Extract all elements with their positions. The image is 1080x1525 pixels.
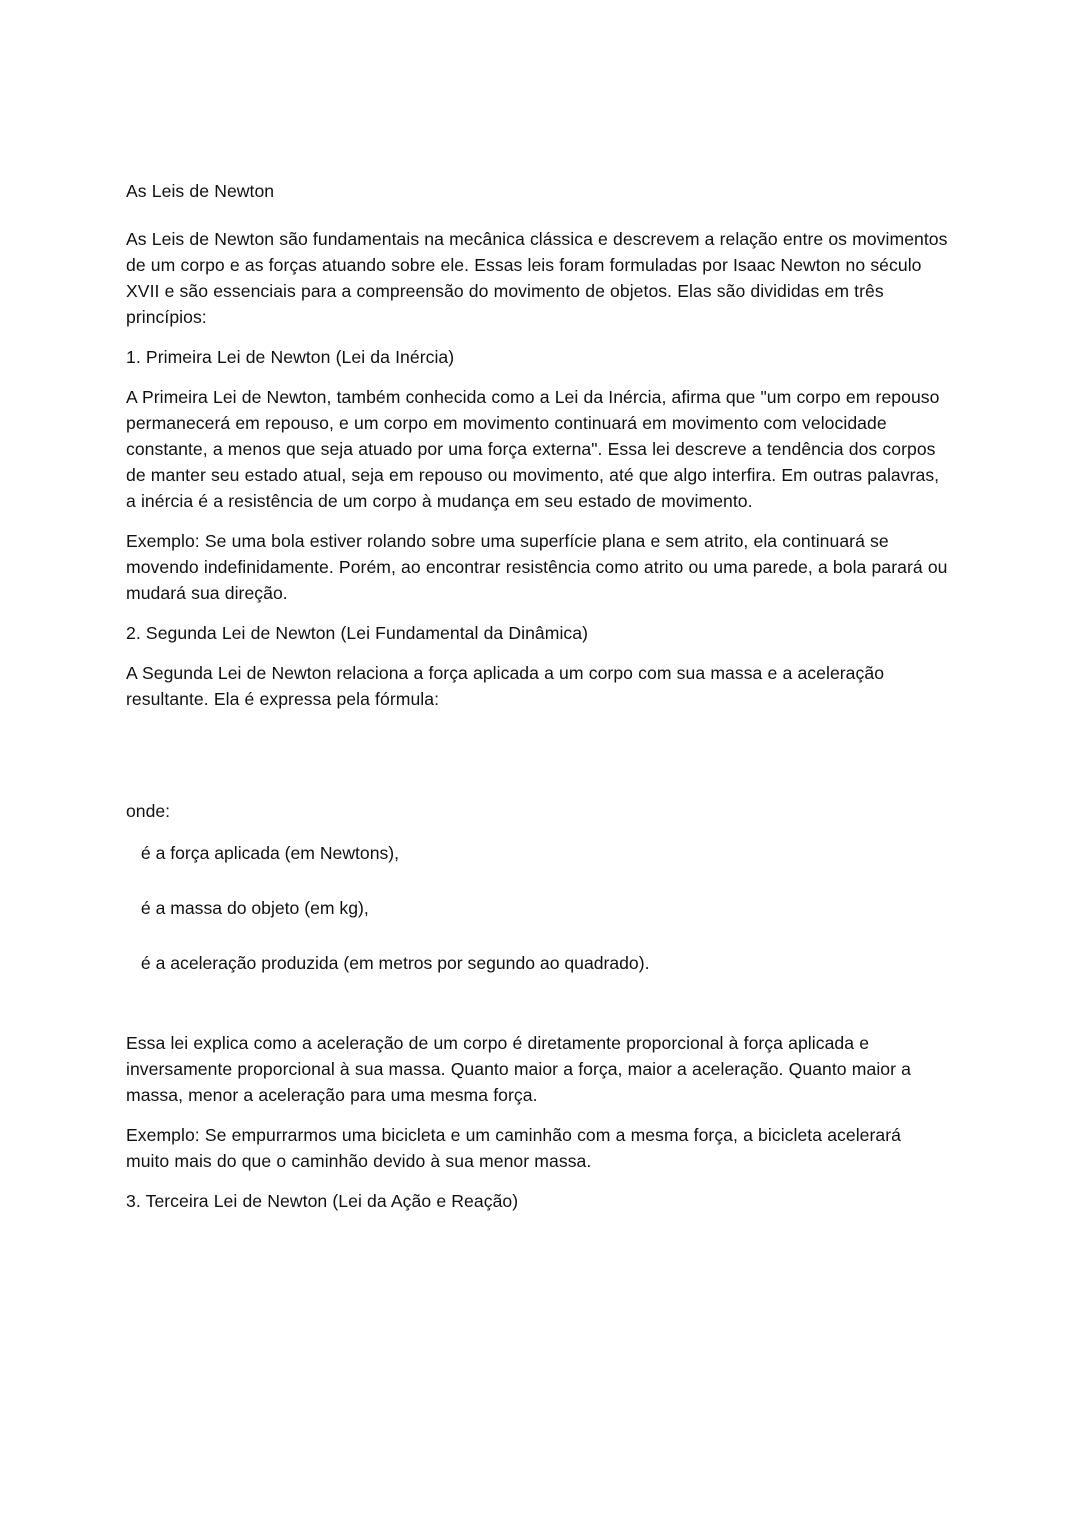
list-item: é a aceleração produzida (em metros por segundo ao quadrado). <box>136 953 650 973</box>
list-item: é a massa do objeto (em kg), <box>136 898 369 918</box>
second-law-explanation-paragraph: Essa lei explica como a aceleração de um corpo é diretamente proporcional à força aplicada e inversamente proporcional à sua massa. Quanto maior a força, maior a aceleração. Quanto maior a massa, menor a aceleração para uma mesma força. <box>126 1033 911 1105</box>
second-law-body-paragraph: A Segunda Lei de Newton relaciona a força aplicada a um corpo com sua massa e a aceleração resultante. Ela é expressa pela fórmula: <box>126 663 885 709</box>
spacer <box>126 1010 948 1030</box>
second-law-example-paragraph: Exemplo: Se empurrarmos uma bicicleta e um caminhão com a mesma força, a bicicleta acelerará muito mais do que o caminhão devido à sua menor massa. <box>126 1125 901 1171</box>
document-body <box>126 178 948 1228</box>
heading-second-law: 2. Segunda Lei de Newton (Lei Fundamental da Dinâmica) <box>126 623 589 643</box>
first-law-example-paragraph: Exemplo: Se uma bola estiver rolando sobre uma superfície plana e sem atrito, ela continuará se movendo indefinidamente. Porém, ao encontrar resistência como atrito ou uma parede, a bola parará ou mudará sua direção. <box>126 531 948 603</box>
list-item: é a força aplicada (em Newtons), <box>136 843 400 863</box>
intro-paragraph: As Leis de Newton são fundamentais na mecânica clássica e descrevem a relação entre os movimentos de um corpo e as forças atuando sobre ele. Essas leis foram formuladas por Isaac Newton no século XVII e são essenciais para a compreensão do movimento de objetos. Elas são divididas em três princípios: <box>126 229 948 327</box>
document-title: As Leis de Newton <box>126 181 275 201</box>
first-law-body-paragraph: A Primeira Lei de Newton, também conhecida como a Lei da Inércia, afirma que "um corpo em repouso permanecerá em repouso, e um corpo em movimento continuará em movimento com velocidade constante, a menos que seja atuado por uma força externa". Essa lei descreve a tendência dos corpos de manter seu estado atual, seja em repouso ou movimento, até que algo interfira. Em outras palavras, a inércia é a resistência de um corpo à mudança em seu estado de movimento. <box>126 387 940 511</box>
heading-third-law: 3. Terceira Lei de Newton (Lei da Ação e Reação) <box>126 1191 519 1211</box>
formula-placeholder-block <box>126 726 948 798</box>
heading-first-law: 1. Primeira Lei de Newton (Lei da Inércia) <box>126 347 455 367</box>
onde-label: onde: <box>126 801 171 821</box>
variable-definition-list <box>126 840 948 976</box>
